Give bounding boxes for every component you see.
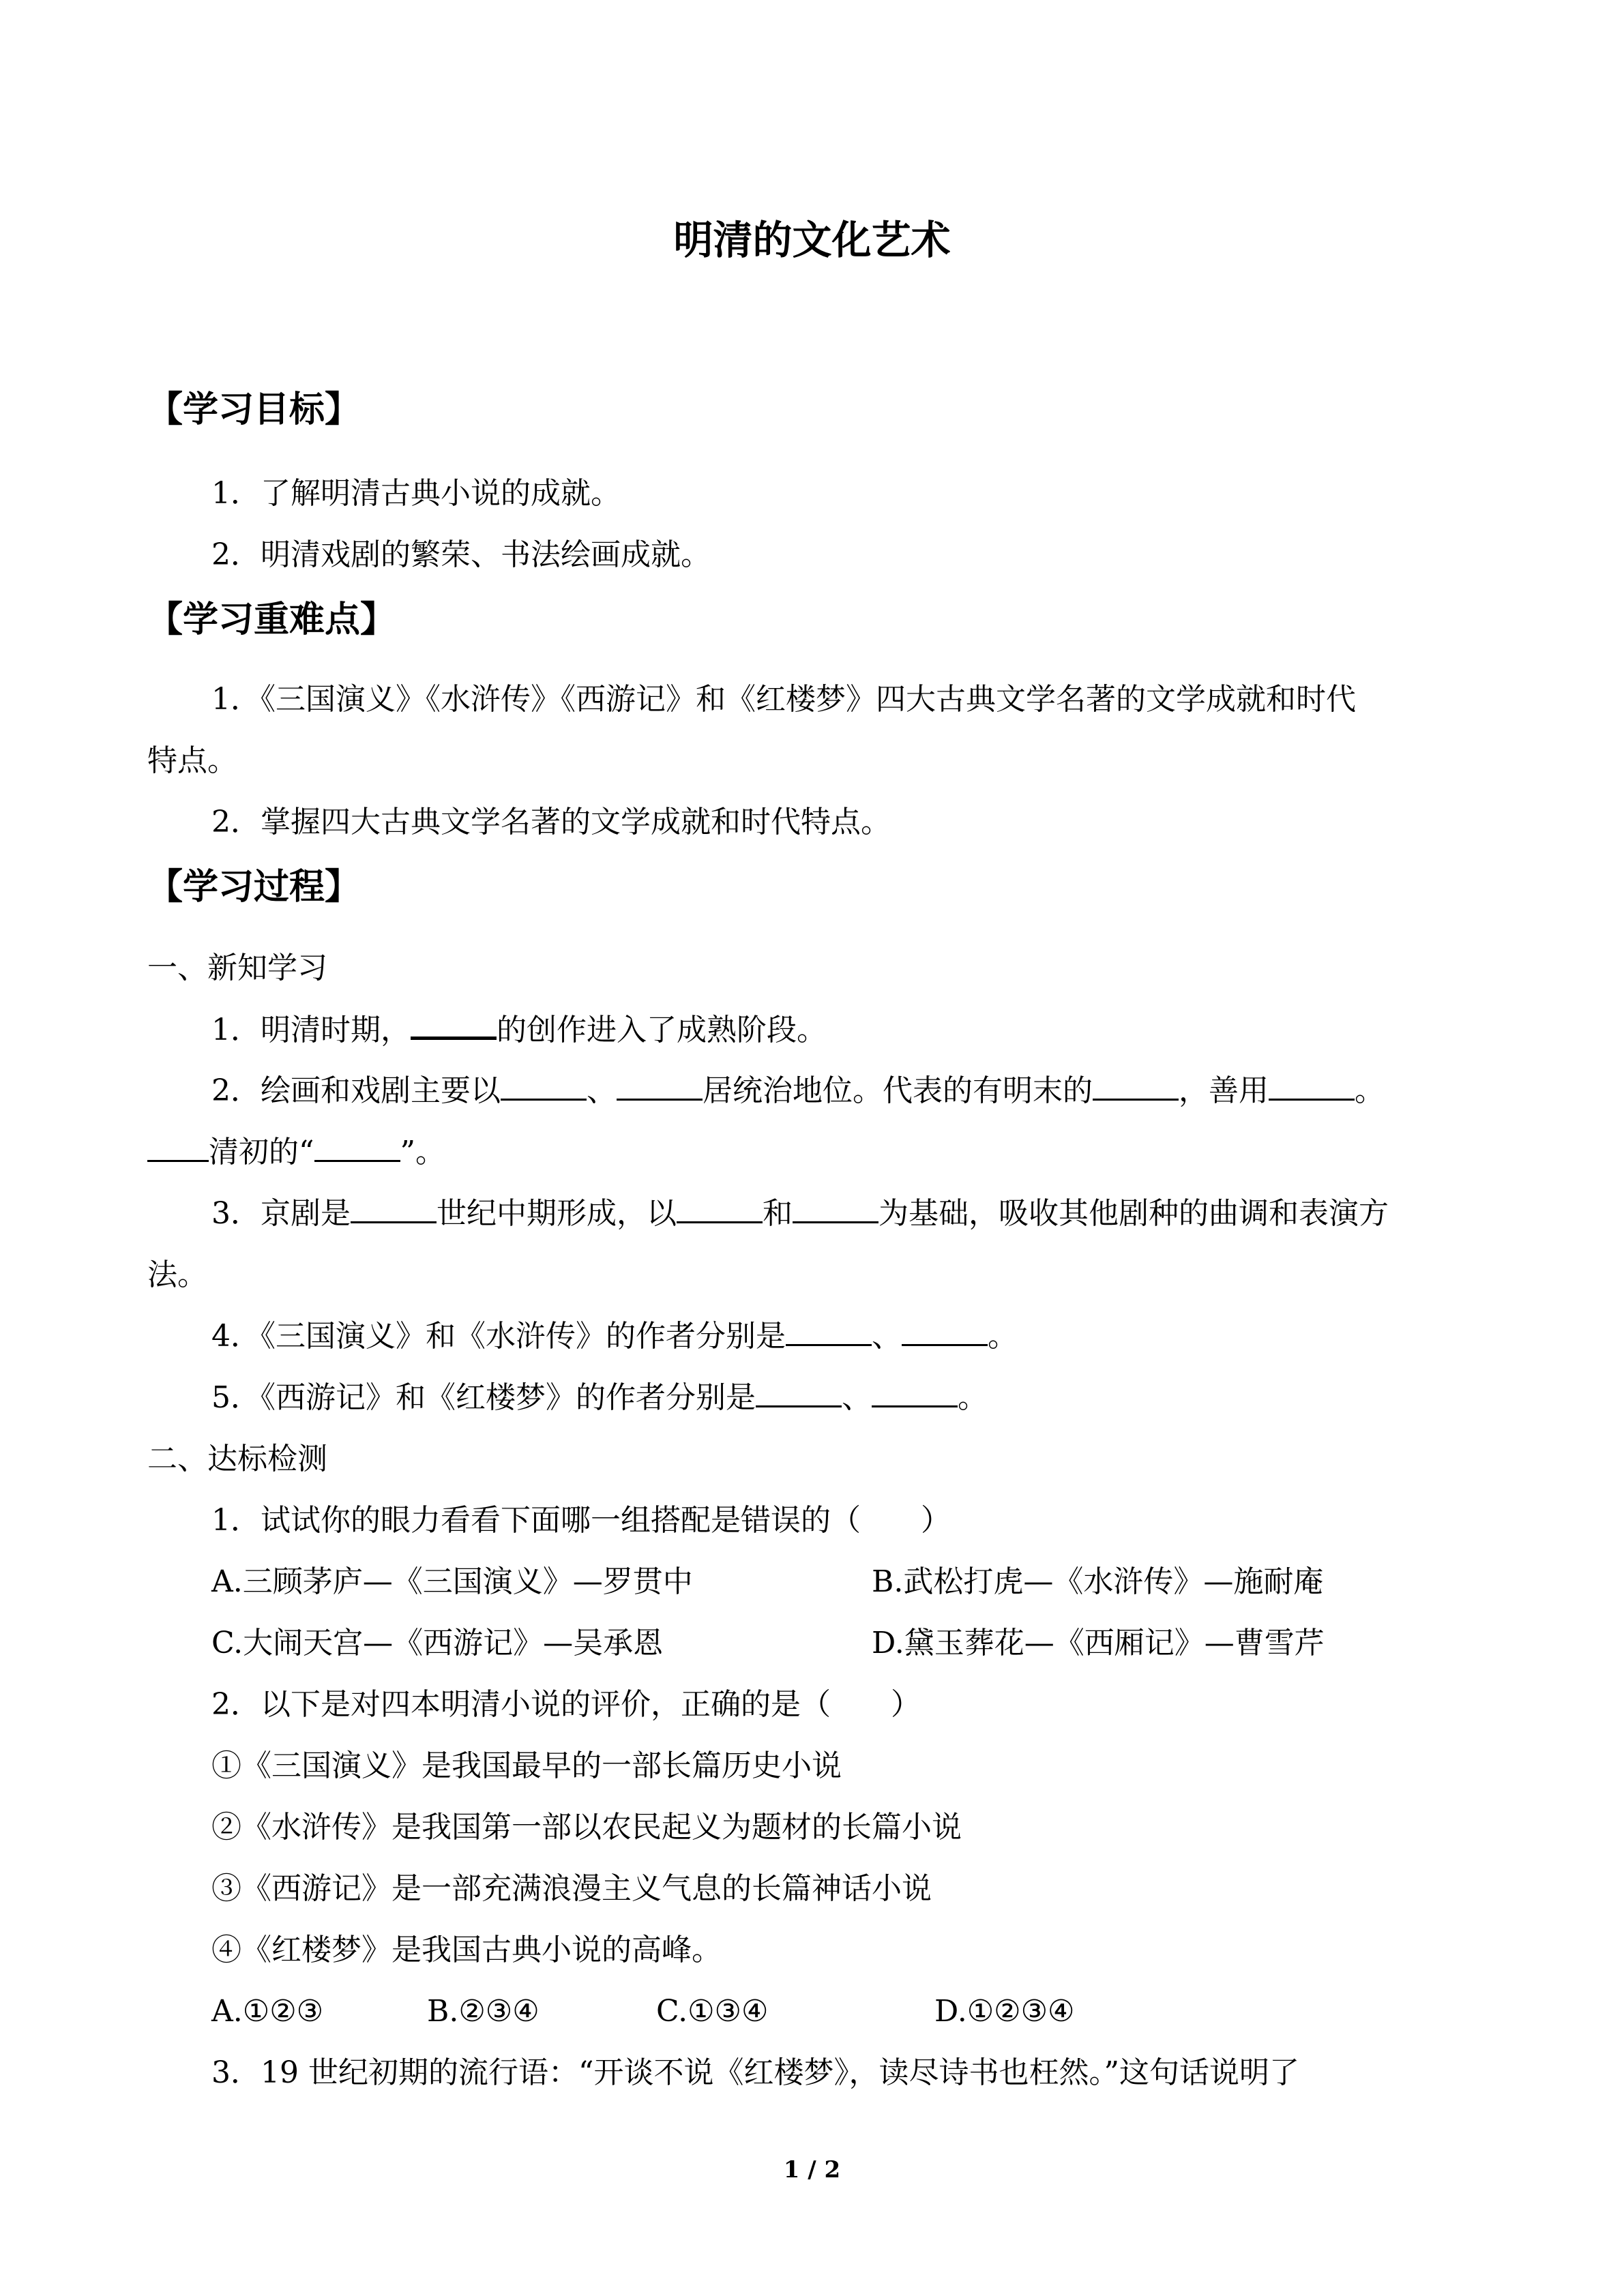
answer-blank[interactable] bbox=[1269, 1071, 1355, 1101]
page-number: 1 / 2 bbox=[783, 2156, 841, 2183]
answer-blank[interactable] bbox=[756, 1378, 842, 1407]
part2-q2-option-d[interactable]: D.①②③④ bbox=[934, 1994, 1075, 2029]
keypoint-item-2: 2．掌握四大古典文学名著的文学成就和时代特点。 bbox=[211, 805, 891, 839]
part2-q1-option-c[interactable]: C.大闹天宫—《西游记》—吴承恩 bbox=[211, 1626, 664, 1660]
goals-heading: 【学习目标】 bbox=[147, 389, 361, 430]
goal-item-1: 1．了解明清古典小说的成就。 bbox=[211, 476, 621, 511]
page-title: 明清的文化艺术 bbox=[673, 217, 951, 263]
part1-q3-cont: 法。 bbox=[147, 1257, 207, 1292]
process-heading: 【学习过程】 bbox=[147, 867, 361, 908]
answer-blank[interactable] bbox=[351, 1194, 437, 1223]
part1-q1: 1．明清时期， 的创作进入了成熟阶段。 bbox=[211, 1009, 827, 1051]
part2-q1-option-d[interactable]: D.黛玉葬花—《西厢记》—曹雪芹 bbox=[872, 1626, 1325, 1660]
part2-q2-statement-1: ①《三国演义》是我国最早的一部长篇历史小说 bbox=[211, 1748, 842, 1783]
part1-label: 一、新知学习 bbox=[147, 951, 327, 985]
part2-q2-option-c[interactable]: C.①③④ bbox=[656, 1994, 769, 2029]
part2-q1-stem: 1．试试你的眼力看看下面哪一组搭配是错误的（ ） bbox=[211, 1503, 951, 1538]
part1-q5: 5．《西游记》和《红楼梦》的作者分别是 、 。 bbox=[211, 1377, 988, 1418]
answer-blank[interactable] bbox=[872, 1378, 958, 1407]
part2-q1-option-b[interactable]: B.武松打虎—《水浒传》—施耐庵 bbox=[872, 1564, 1324, 1599]
part2-q2-statement-2: ②《水浒传》是我国第一部以农民起义为题材的长篇小说 bbox=[211, 1810, 962, 1845]
goal-item-2: 2．明清戏剧的繁荣、书法绘画成就。 bbox=[211, 537, 711, 572]
answer-blank[interactable] bbox=[677, 1194, 763, 1223]
keypoints-heading: 【学习重难点】 bbox=[147, 599, 396, 640]
part2-q2-option-b[interactable]: B.②③④ bbox=[427, 1994, 540, 2029]
answer-blank[interactable] bbox=[793, 1194, 879, 1223]
part1-q3: 3．京剧是 世纪中期形成，以 和 为基础，吸收其他剧种的曲调和表演方 bbox=[211, 1193, 1389, 1234]
answer-blank[interactable] bbox=[902, 1317, 988, 1346]
part1-q4: 4．《三国演义》和《水浒传》的作者分别是 、 。 bbox=[211, 1316, 1018, 1357]
answer-blank[interactable] bbox=[786, 1317, 872, 1346]
keypoint-item-1-cont: 特点。 bbox=[147, 743, 237, 778]
answer-blank[interactable] bbox=[411, 1009, 497, 1040]
answer-blank[interactable] bbox=[501, 1071, 587, 1101]
part2-q2-stem: 2．以下是对四本明清小说的评价，正确的是（ ） bbox=[211, 1687, 921, 1722]
answer-blank[interactable] bbox=[617, 1071, 703, 1101]
part1-q2: 2．绘画和戏剧主要以 、 居统治地位。代表的有明末的 ，善用 。 bbox=[211, 1071, 1385, 1112]
answer-blank[interactable] bbox=[314, 1133, 400, 1162]
part2-q2-statement-3: ③《西游记》是一部充满浪漫主义气息的长篇神话小说 bbox=[211, 1871, 932, 1906]
keypoint-item-1: 1．《三国演义》《水浒传》《西游记》和《红楼梦》四大古典文学名著的文学成就和时代 bbox=[211, 682, 1356, 717]
answer-blank[interactable] bbox=[147, 1133, 209, 1162]
part2-q2-statement-4: ④《红楼梦》是我国古典小说的高峰。 bbox=[211, 1933, 722, 1967]
part2-q1-option-a[interactable]: A.三顾茅庐—《三国演义》—罗贯中 bbox=[211, 1564, 693, 1599]
answer-blank[interactable] bbox=[1093, 1071, 1179, 1101]
part2-label: 二、达标检测 bbox=[147, 1442, 327, 1476]
part2-q3-stem: 3．19 世纪初期的流行语：“开谈不说《红楼梦》，读尽诗书也枉然。”这句话说明了 bbox=[211, 2055, 1299, 2090]
part1-q2-cont: 清初的“ ”。 bbox=[147, 1132, 445, 1173]
part2-q2-option-a[interactable]: A.①②③ bbox=[211, 1994, 324, 2029]
